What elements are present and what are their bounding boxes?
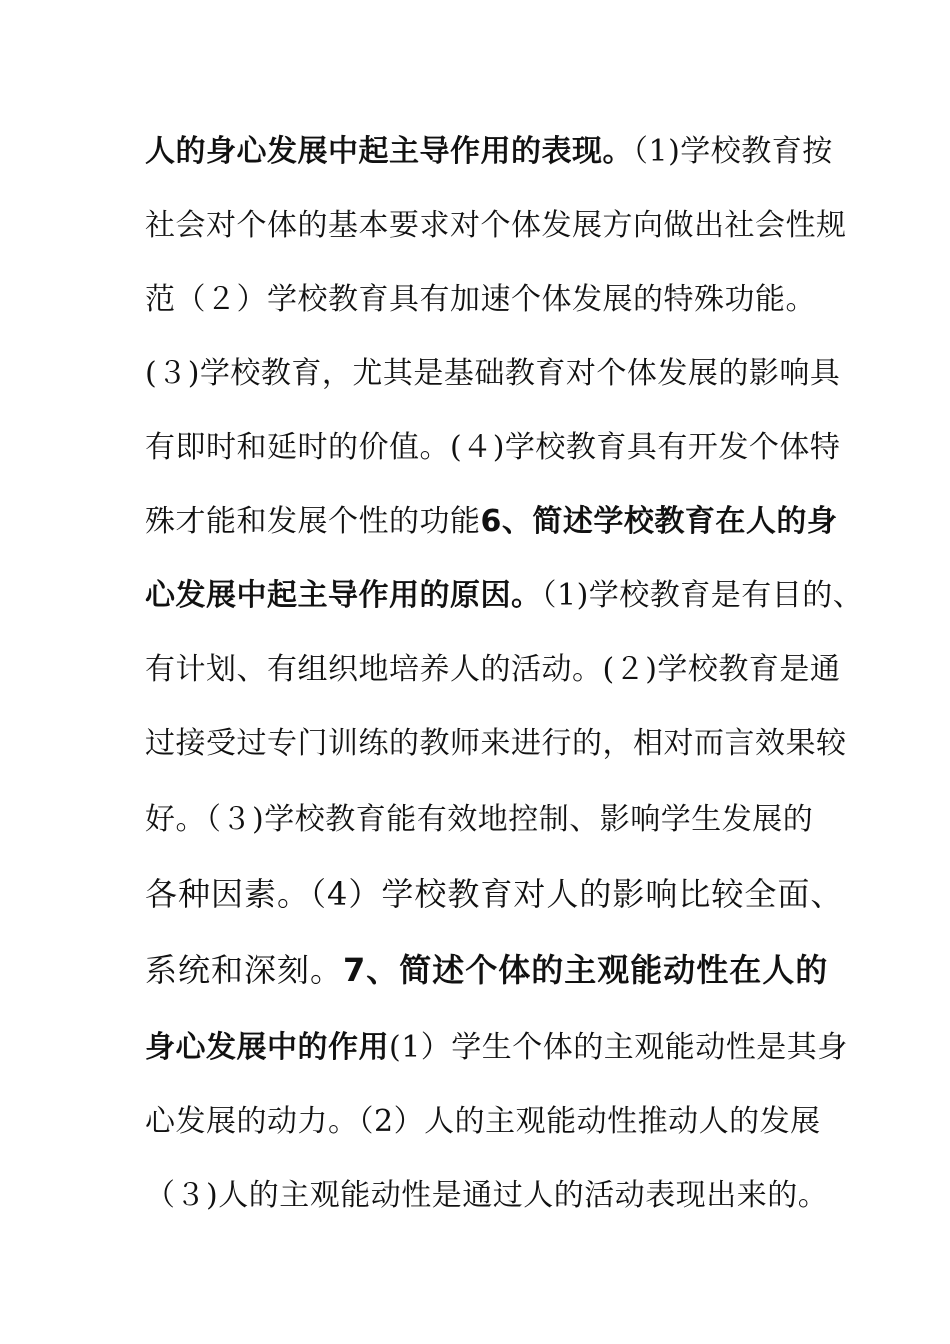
body-text: 各种因素。（4）学校教育对人的影响比较全面、 [145, 875, 844, 913]
body-text: （３)人的主观能动性是通过人的活动表现出来的。 [145, 1178, 829, 1213]
body-text: 过接受过专门训练的教师来进行的，相对而言效果较 [145, 726, 847, 761]
text-line [145, 645, 845, 695]
text-line [145, 795, 845, 845]
body-text: 殊才能和发展个性的功能 [145, 504, 481, 539]
text-line [145, 945, 845, 995]
body-text: （1)学校教育按 [633, 134, 833, 169]
text-line [145, 201, 845, 251]
body-text: 系统和深刻。 [145, 951, 344, 989]
text-line [145, 869, 845, 919]
text-line [145, 1171, 845, 1221]
text-line [145, 127, 845, 177]
body-text: 心发展的动力。（2）人的主观能动性推动人的发展 [145, 1104, 821, 1139]
question-heading-7: 7、简述个体的主观能动性在人的 [343, 951, 829, 989]
body-text: 好。（３)学校教育能有效地控制、影响学生发展的 [145, 802, 814, 837]
body-text: （1)学校教育是有目的、 [541, 578, 864, 613]
text-line [145, 719, 845, 769]
bold-heading: 身心发展中的作用 [145, 1030, 389, 1065]
text-line [145, 1023, 848, 1073]
text-line [145, 349, 845, 399]
bold-heading: 心发展中起主导作用的原因。 [145, 578, 542, 613]
text-line [145, 571, 864, 621]
body-text: (３)学校教育，尤其是基础教育对个体发展的影响具 [145, 356, 841, 391]
body-text: 范（２）学校教育具有加速个体发展的特殊功能。 [145, 282, 816, 317]
text-line [145, 275, 845, 325]
question-heading-6: 6、简述学校教育在人的身 [480, 504, 838, 539]
body-text: (1）学生个体的主观能动性是其身 [389, 1030, 848, 1065]
text-line [145, 423, 845, 473]
body-text: 社会对个体的基本要求对个体发展方向做出社会性规 [145, 208, 847, 243]
text-line [145, 497, 845, 547]
body-text: 有即时和延时的价值。(４)学校教育具有开发个体特 [145, 430, 841, 465]
text-line [145, 1097, 845, 1147]
body-text: 有计划、有组织地培养人的活动。(２)学校教育是通 [145, 652, 841, 687]
bold-heading: 人的身心发展中起主导作用的表现。 [145, 134, 633, 169]
